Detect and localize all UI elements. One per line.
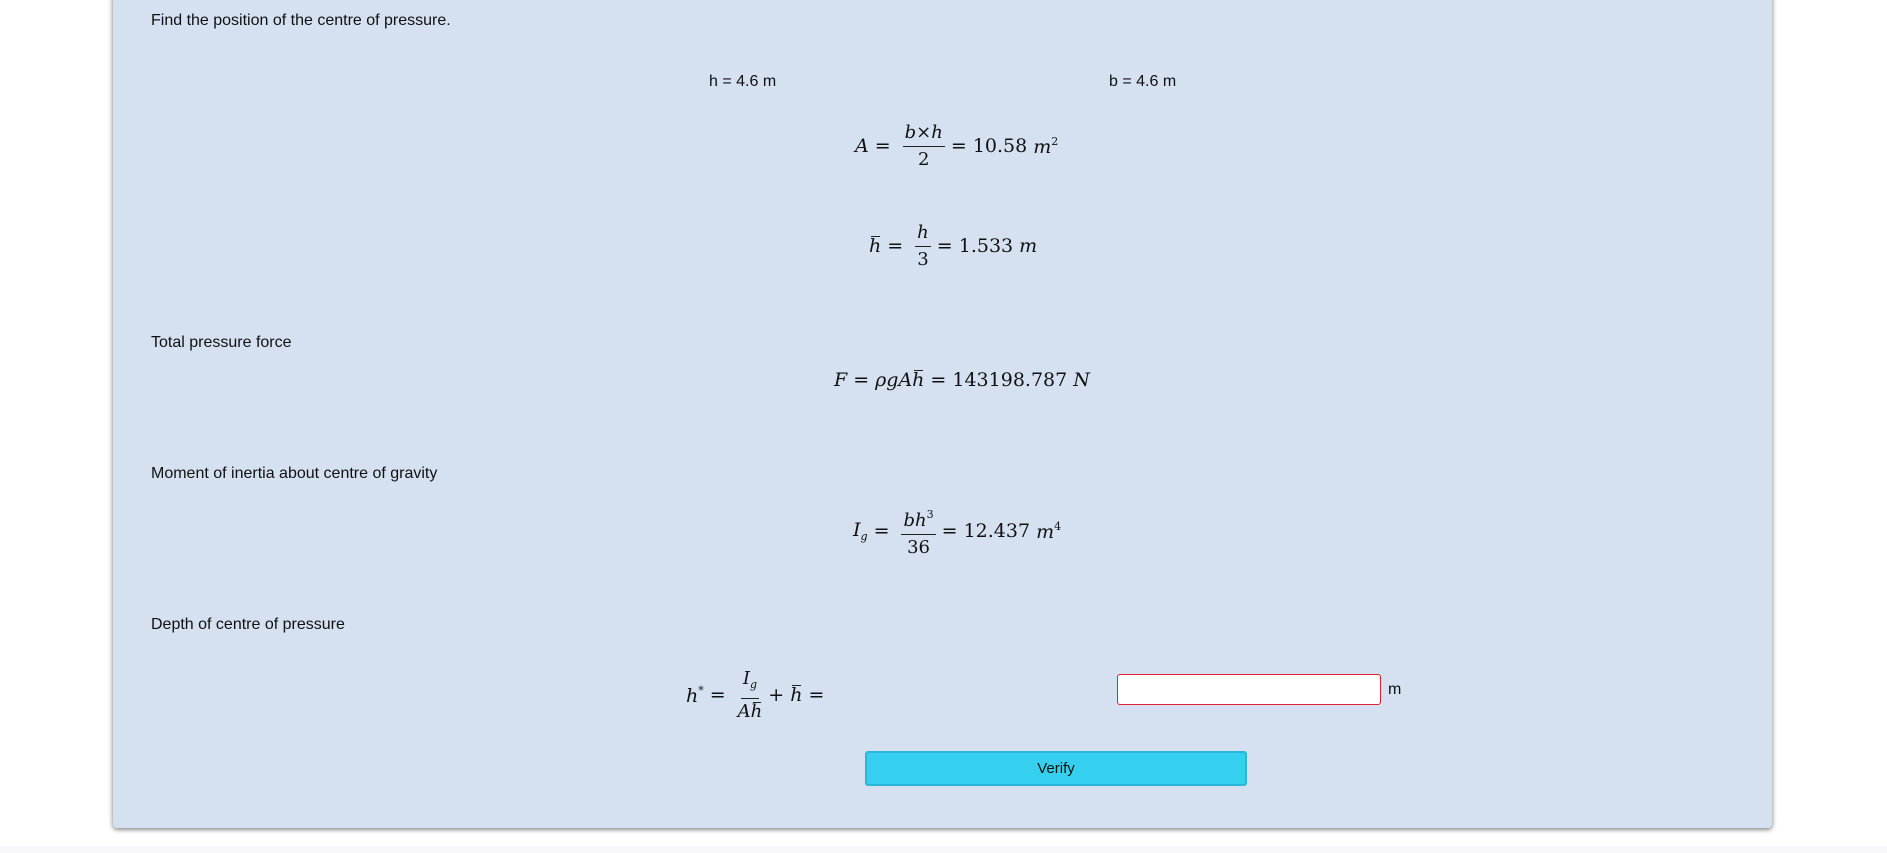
depth-equals: = (709, 684, 726, 706)
verify-button[interactable]: Verify (865, 751, 1247, 786)
depth-equation (686, 668, 830, 722)
depth-numerator-text: I (742, 668, 750, 689)
force-expr: ρgA (875, 369, 913, 391)
area-lhs: A (855, 135, 869, 157)
area-unit-wrap (1033, 135, 1058, 158)
depth-lhs-wrap (686, 684, 704, 707)
force-equation (834, 369, 1090, 391)
centroid-equation (869, 222, 1037, 270)
page-footer-strip (0, 846, 1887, 853)
centroid-fraction (915, 222, 931, 270)
area-numerator-text: b×h (904, 122, 943, 143)
force-expr-hbar: h (912, 369, 925, 391)
inertia-numerator-power: 3 (926, 508, 934, 521)
problem-card (113, 0, 1772, 828)
inertia-fraction (901, 504, 935, 558)
inertia-unit: m (1036, 520, 1055, 543)
inertia-result: = 12.437 (941, 520, 1031, 542)
depth-lhs-sup: * (698, 683, 704, 697)
centroid-equals: = (887, 235, 904, 257)
inertia-unit-power: 4 (1054, 519, 1062, 533)
depth-denominator-hbar: h (750, 701, 763, 722)
answer-input[interactable] (1117, 674, 1381, 705)
depth-plus: + (768, 684, 785, 706)
depth-heading: Depth of centre of pressure (151, 616, 345, 633)
inertia-numerator-text: bh (903, 510, 927, 531)
answer-unit: m (1388, 681, 1402, 698)
area-equation (855, 122, 1058, 170)
area-fraction (903, 122, 945, 170)
depth-lhs: h (686, 684, 699, 707)
centroid-unit: m (1019, 235, 1038, 257)
inertia-unit-wrap (1036, 520, 1061, 543)
inertia-lhs-wrap (853, 519, 868, 543)
centroid-result: = 1.533 (936, 235, 1014, 257)
area-equals: = (874, 135, 891, 157)
area-result: = 10.58 (950, 135, 1028, 157)
force-unit: N (1073, 369, 1090, 391)
depth-denominator-prefix: A (737, 701, 751, 722)
depth-fraction (738, 668, 763, 722)
force-lhs: F (834, 369, 848, 391)
force-result: = 143198.787 (930, 369, 1068, 391)
area-unit: m (1033, 135, 1052, 158)
centroid-denominator: 3 (917, 249, 929, 270)
depth-denominator (738, 699, 763, 722)
inertia-denominator: 36 (907, 537, 930, 558)
depth-numerator (741, 668, 759, 699)
given-h: h = 4.6 m (709, 73, 777, 90)
problem-prompt: Find the position of the centre of pressure. (151, 12, 451, 29)
inertia-heading: Moment of inertia about centre of gravity (151, 465, 438, 482)
inertia-lhs: I (853, 519, 861, 541)
area-denominator: 2 (918, 149, 930, 170)
centroid-numerator-text: h (917, 222, 929, 243)
inertia-numerator (901, 504, 935, 535)
centroid-numerator (915, 222, 931, 247)
area-numerator (903, 122, 945, 147)
force-equals: = (853, 369, 870, 391)
depth-numerator-sub: g (750, 678, 758, 691)
area-unit-power: 2 (1051, 134, 1059, 148)
inertia-lhs-sub: g (860, 530, 868, 543)
inertia-equals: = (873, 520, 890, 542)
depth-equals-2: = (808, 684, 825, 706)
force-heading: Total pressure force (151, 334, 292, 351)
depth-hbar: h (790, 684, 803, 706)
inertia-equation (853, 504, 1061, 558)
given-b: b = 4.6 m (1109, 73, 1177, 90)
centroid-lhs: h (869, 235, 882, 257)
